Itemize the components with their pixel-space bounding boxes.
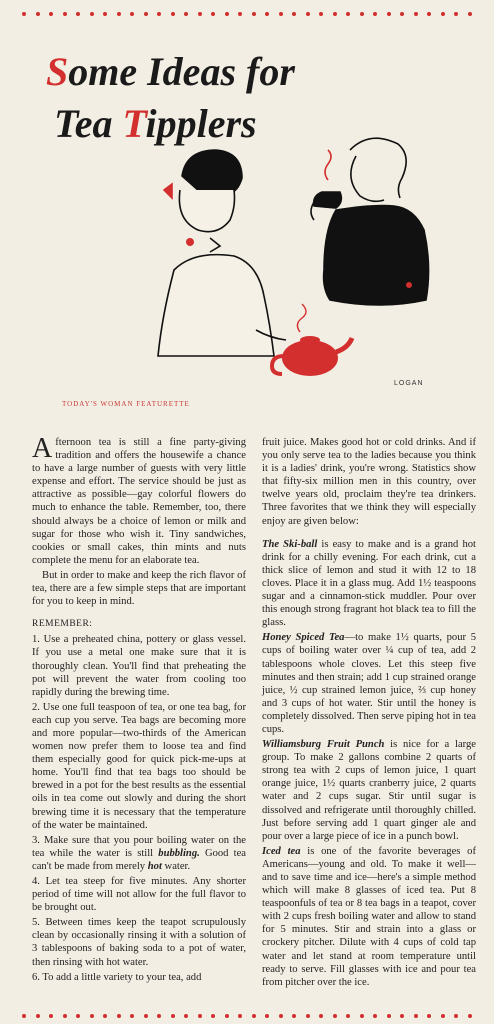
border-dot [414, 12, 418, 16]
continuation-paragraph: fruit juice. Makes good hot or cold drinks. And if you only serve tea to the ladies because you think it is a ladies' drink, you're wrong. Statistics show that fifty-six million men in this country, over twelve years old, proclaim they're tea drinkers. Three favorites that we think they will especially enjoy are given below: [262, 437, 476, 527]
border-dot [400, 1014, 404, 1018]
border-dot [211, 12, 215, 16]
border-dot [76, 1014, 80, 1018]
tip-5: 5. Between times keep the teapot scrupulously clean by occasionally rinsing it with a solution of 3 tablespoons of baking soda to a pot of water, then rinsing with hot water. [32, 917, 246, 968]
border-dot [373, 1014, 377, 1018]
border-dot [454, 1014, 458, 1018]
bottom-dotted-border [22, 1012, 472, 1020]
border-dot [211, 1014, 215, 1018]
border-dot [238, 1014, 242, 1018]
border-dot [468, 12, 472, 16]
border-dot [157, 12, 161, 16]
border-dot [36, 12, 40, 16]
border-dot [265, 12, 269, 16]
tip-6: 6. To add a little variety to your tea, add [32, 971, 202, 983]
border-dot [414, 1014, 418, 1018]
right-column [262, 436, 476, 991]
border-dot [90, 1014, 94, 1018]
border-dot [427, 1014, 431, 1018]
border-dot [346, 1014, 350, 1018]
recipe-ski-ball: The Ski-ball is easy to make and is a grand hot drink for a chilly evening. For each drink, cut a thick slice of lemon and stud it with 12 to 18 cloves. Place it in a glass mug. Add 1½ teaspoons sugar and a cinnamon-stick muddler. Pour over this enough strong fragrant hot black tea to fill the glass. [262, 538, 476, 629]
intro-paragraph: Afternoon tea is still a fine party-giving tradition and offers the housewife a chance to have a large number of guests with very little expense and effort. The service should be just as attractive as possible—gay colorful flowers do much to enhance the table. Remember, too, there should always be a choice of lemon or milk and sugar for those who wish it. Tiny sandwiches, cookies or small cakes, thin mints and nuts complete the menu for an elaborate tea. [32, 433, 246, 566]
border-dot [157, 1014, 161, 1018]
remember-heading: REMEMBER: [32, 619, 93, 630]
tip-2: 2. Use one full teaspoon of tea, or one tea bag, for each cup you serve. Tea bags are becoming more and more popular—two-thirds of the American women now prefer them to loose tea and find them especially good for quick pick-me-ups at home. You'll find that tea bags too should be brewed in a pot for the best results as the essential oils in tea come out slowly and during the short brewing time it is necessary that the temperature of the water be maintained. [32, 701, 246, 831]
border-dot [306, 1014, 310, 1018]
border-dot [63, 12, 67, 16]
border-dot [306, 12, 310, 16]
border-dot [144, 12, 148, 16]
border-dot [36, 1014, 40, 1018]
feature-credit: TODAY'S WOMAN FEATURETTE [62, 400, 190, 408]
border-dot [184, 12, 188, 16]
recipe-honey-spiced-tea: Honey Spiced Tea—to make 1½ quarts, pour 5 cups of boiling water over ¼ cup of tea, add 2 tablespoons whole cloves. Let this steep five minutes and then strain; add 1 cup strained orange juice, ½ cup strained lemon juice, ⅔ cup honey and 3 cups of hot water. Stir until the honey is completely dissolved. Then serve piping hot in tea cups. [262, 632, 476, 735]
border-dot [22, 12, 26, 16]
border-dot [225, 1014, 229, 1018]
border-dot [171, 12, 175, 16]
tip-4: 4. Let tea steep for five minutes. Any shorter period of time will not allow for the full flavor to be brought out. [32, 876, 246, 914]
border-dot [319, 12, 323, 16]
border-dot [130, 1014, 134, 1018]
border-dot [454, 12, 458, 16]
border-dot [333, 12, 337, 16]
woman-drinking-tea [311, 138, 429, 305]
border-dot [49, 1014, 53, 1018]
title-line1: ome Ideas for [68, 49, 295, 94]
title-cap-t: T [122, 101, 146, 146]
border-dot [117, 1014, 121, 1018]
border-dot [468, 1014, 472, 1018]
border-dot [198, 1014, 202, 1018]
border-dot [441, 1014, 445, 1018]
border-dot [319, 1014, 323, 1018]
border-dot [198, 12, 202, 16]
border-dot [117, 12, 121, 16]
border-dot [360, 1014, 364, 1018]
border-dot [265, 1014, 269, 1018]
border-dot [387, 12, 391, 16]
border-dot [441, 12, 445, 16]
border-dot [427, 12, 431, 16]
title-cap-s: S [46, 49, 69, 94]
border-dot [292, 1014, 296, 1018]
artist-signature: LOGAN [394, 380, 424, 387]
border-dot [333, 1014, 337, 1018]
top-dotted-border [22, 10, 472, 18]
border-dot [373, 12, 377, 16]
tip-1: 1. Use a preheated china, pottery or glass vessel. If you use a metal one make sure that it is thoroughly clean. You'll find that preheating the pot will prevent the water from cooling too rapidly during the brewing time. [32, 634, 246, 698]
border-dot [387, 1014, 391, 1018]
border-dot [252, 1014, 256, 1018]
border-dot [360, 12, 364, 16]
border-dot [400, 12, 404, 16]
left-column [32, 433, 246, 986]
border-dot [144, 1014, 148, 1018]
border-dot [346, 12, 350, 16]
border-dot [90, 12, 94, 16]
recipe-fruit-punch: Williamsburg Fruit Punch is nice for a large group. To make 2 gallons combine 2 quarts of strong tea with 2 cups of lemon juice, 1 quart orange juice, 1½ quarts cranberry juice, 2 quarts water and 2 cups sugar. Stir until sugar is dissolved and refrigerate until thoroughly chilled. Just before serving add 1 quart ginger ale and pour over a large piece of ice in a punch bowl. [262, 739, 476, 842]
two-women-tea-illustration [150, 120, 450, 400]
border-dot [279, 12, 283, 16]
border-dot [225, 12, 229, 16]
border-dot [76, 12, 80, 16]
border-dot [103, 12, 107, 16]
border-dot [292, 12, 296, 16]
border-dot [49, 12, 53, 16]
tip-3: 3. Make sure that you pour boiling water on the tea while the water is still bubbling. Good tea can't be made from merely hot water. [32, 834, 246, 872]
drop-cap: A [32, 433, 53, 464]
title-line2: ipplers [145, 101, 257, 146]
border-dot [252, 12, 256, 16]
border-dot [22, 1014, 26, 1018]
border-dot [63, 1014, 67, 1018]
border-dot [130, 12, 134, 16]
border-dot [103, 1014, 107, 1018]
border-dot [184, 1014, 188, 1018]
intro-paragraph-2: But in order to make and keep the rich flavor of tea, there are a few simple steps that are important for you to keep in mind. [32, 569, 246, 608]
border-dot [171, 1014, 175, 1018]
border-dot [238, 12, 242, 16]
title-line2-pre: Tea [54, 101, 123, 146]
woman-serving-tea [158, 150, 286, 356]
border-dot [279, 1014, 283, 1018]
recipe-iced-tea: Iced tea is one of the favorite beverages of Americans—young and old. To make it well—and to save time and ice—here's a simple method which will make 8 glasses of iced tea. Put 8 teaspoonfuls of tea or 8 tea bags in a teapot, cover with 2 cups fresh boiling water and allow to stand for 5 minutes. Stir and strain into a glass or crockery pitcher. Dilute with 4 cups of cold tap water and let stand at room temperature until ready to serve. Fill glasses with ice and pour tea from pitcher over the ice. [262, 845, 476, 988]
